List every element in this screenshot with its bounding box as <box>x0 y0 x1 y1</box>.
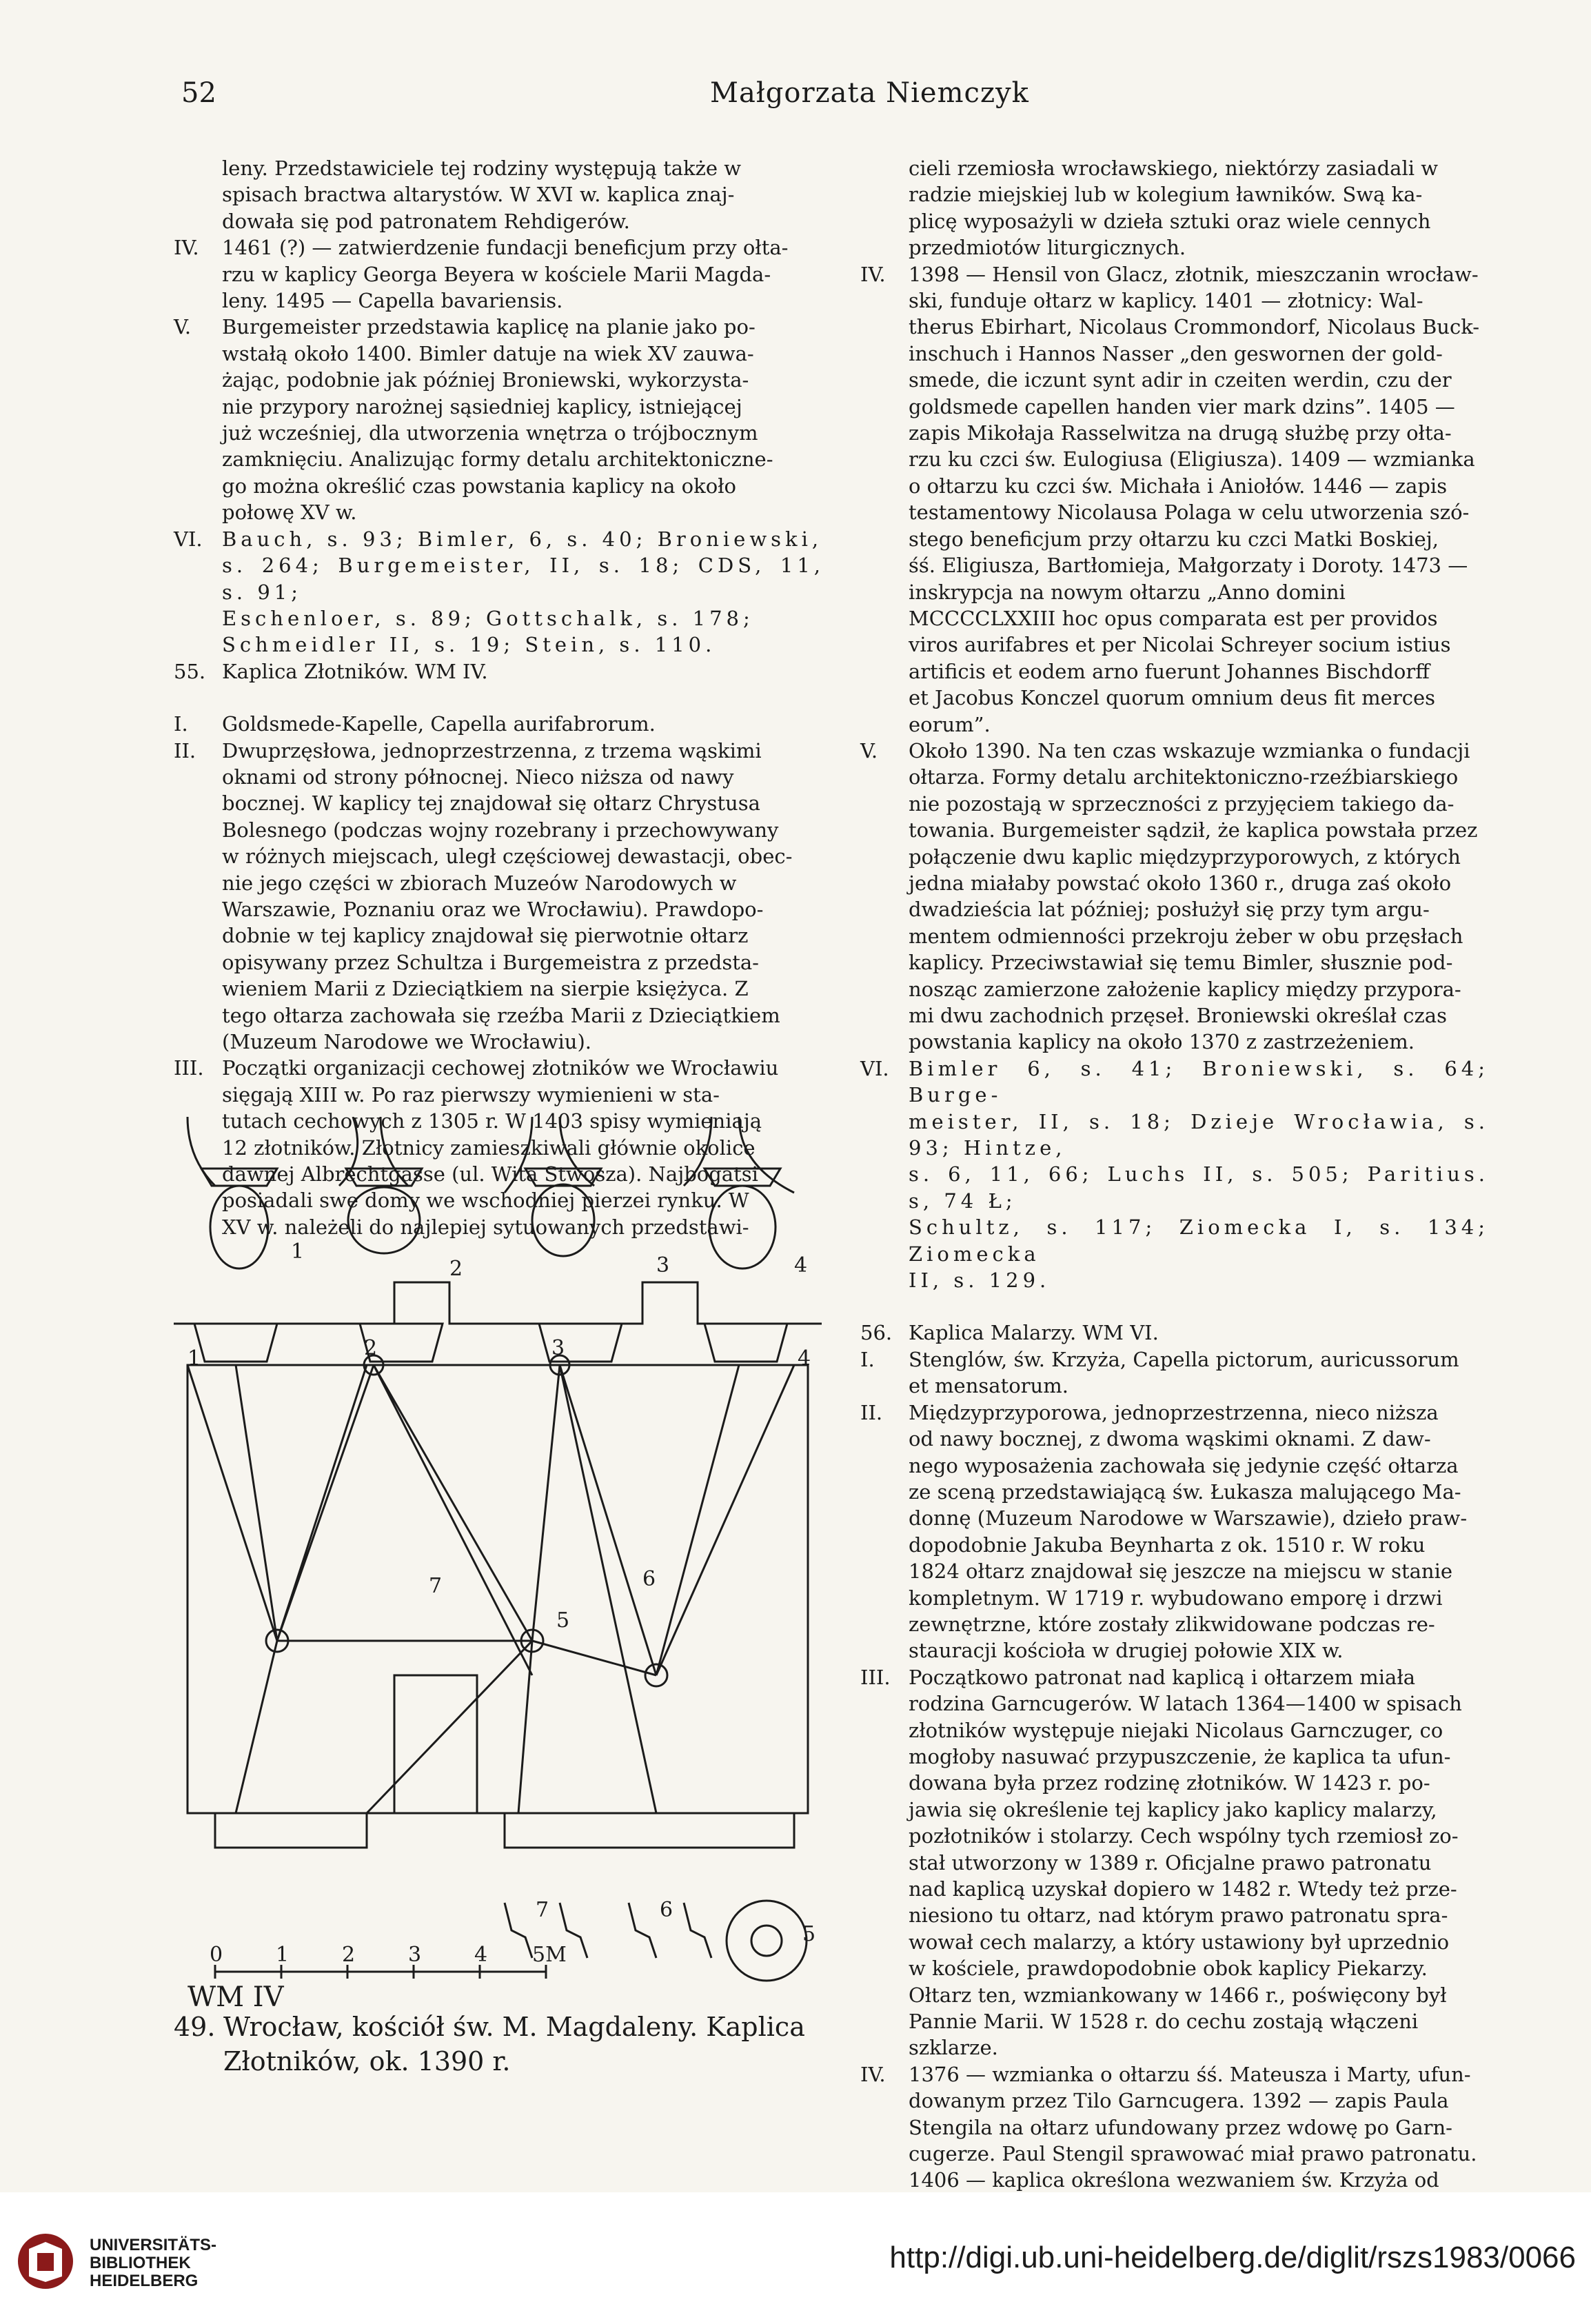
left-column <box>174 155 824 1240</box>
entry-number: IV. <box>860 262 886 286</box>
wall-profile <box>174 1282 822 1324</box>
footer-bar <box>0 2192 1591 2324</box>
entry-line: s. 6, 11, 66; Luchs II, s. 505; Paritius. s, 74 Ł; <box>909 1162 1489 1213</box>
caption-line-1: Wrocław, kościół św. M. Magdaleny. Kaplica <box>223 2012 805 2042</box>
entry-line: Stenglów, św. Krzyża, Capella pictorum, auricussorum <box>909 1347 1459 1371</box>
entry-text <box>222 711 824 737</box>
scale-5m: 5M <box>532 1943 567 1967</box>
entry-line: smede, die iczunt synt adir in czeiten werdin, czu der <box>909 368 1452 392</box>
entry-line: testamentowy Nicolausa Polaga w celu utworzenia szó- <box>909 501 1470 525</box>
entry-line: w kościele, prawdopodobnie obok kaplicy Piekarzy. <box>909 1957 1428 1981</box>
entry-line: od nawy bocznej, z dwoma wąskimi oknami. Z daw- <box>909 1427 1431 1451</box>
scale-0: 0 <box>210 1943 223 1967</box>
vault-ribs-plan <box>188 1365 794 1813</box>
entry-line: o ołtarzu ku czci św. Michała i Aniołów. 1446 — zapis <box>909 474 1448 498</box>
entry-line: stego beneficjum przy ołtarzu ku czci Matki Boskiej, <box>909 527 1439 551</box>
entry-number: IV. <box>860 2062 886 2086</box>
label-1: 1 <box>291 1240 305 1264</box>
entry-line: donnę (Muzeum Narodowe w Warszawie), dzieło praw- <box>909 1506 1468 1530</box>
entry-line: połączenie dwu kaplic międzyprzyporowych, z których <box>909 845 1461 869</box>
entry-line: 1406 — kaplica określona wezwaniem św. Krzyża od <box>909 2168 1439 2192</box>
figure-caption <box>174 2010 918 2079</box>
entry-line: Bolesnego (podczas wojny rozebrany i przechowywany <box>222 818 779 842</box>
library-line-2: BIBLIOTHEK <box>90 2254 191 2272</box>
entry-line: dowana była przez rodzinę złotników. W 1423 r. po- <box>909 1771 1430 1795</box>
entry-text <box>909 1055 1489 1294</box>
entry-line: wieniem Marii z Dzieciątkiem na sierpie księżyca. Z <box>222 977 749 1001</box>
entry-line: Burgemeister przedstawia kaplicę na planie jako po- <box>222 315 756 339</box>
entry-text <box>909 1664 1489 2061</box>
entry-number: II. <box>174 738 196 762</box>
label-3: 3 <box>656 1253 670 1277</box>
entry-line: zapis Mikołaja Rasselwitza na drugą służbę przy ołta- <box>909 421 1452 445</box>
entry-line: 12 złotników. Złotnicy zamieszkiwali głównie okolice <box>222 1135 756 1160</box>
profile-label-6: 6 <box>660 1898 673 1922</box>
corbel-2 <box>346 1169 422 1186</box>
entry-line: go można określić czas powstania kaplicy na około <box>222 474 737 498</box>
caption-number: 49. <box>174 2012 216 2042</box>
entry-line: leny. 1495 — Capella bavariensis. <box>222 289 563 313</box>
altar-block <box>394 1675 477 1813</box>
plan-label: WM IV <box>188 1981 284 2013</box>
caption-line-2: Złotników, ok. 1390 r. <box>223 2046 511 2077</box>
entry-line: ołtarza. Formy detalu architektoniczno-rzeźbiarskiego <box>909 765 1459 789</box>
profile-label-7: 7 <box>536 1898 549 1922</box>
text-line: cieli rzemiosła wrocławskiego, niektórzy zasiadali w <box>909 156 1439 180</box>
text-line: dowała się pod patronatem Rehdigerów. <box>222 209 630 233</box>
entry-line: Początki organizacji cechowej złotników we Wrocławiu <box>222 1056 779 1080</box>
right-column <box>860 155 1489 2192</box>
entry-line: XV w. należeli do najlepiej sytuowanych przedstawi- <box>222 1215 749 1239</box>
entry-line: już wcześniej, dla utworzenia wnętrza o trójbocznym <box>222 421 758 445</box>
entry-line: goldsmede capellen handen vier mark dzins”. 1405 — <box>909 394 1455 418</box>
entry-line: 1398 — Hensil von Glacz, złotnik, mieszczanin wrocław- <box>909 262 1479 286</box>
entry-line: Schultz, s. 117; Ziomecka I, s. 134; Ziomecka <box>909 1215 1489 1266</box>
entry-text <box>222 738 824 1055</box>
text-line: radzie miejskiej lub w kolegium ławników. Swą ka- <box>909 183 1423 207</box>
label-4b: 4 <box>798 1346 811 1371</box>
entry-line: 1461 (?) — zatwierdzenie fundacji beneficjum przy ołta- <box>222 236 789 260</box>
entry-line: mentem odmienności przekroju żeber w obu przęsłach <box>909 924 1463 948</box>
entry-line: wstałą około 1400. Bimler datuje na wiek XV zauwa- <box>222 341 754 365</box>
entry-line: wował cech malarzy, a który ustawiony był uprzednio <box>909 1930 1450 1954</box>
entry-text <box>909 738 1489 1055</box>
entry-line: tego ołtarza zachowała się rzeźba Marii z Dzieciątkiem <box>222 1003 780 1027</box>
entry-line: rzu w kaplicy Georga Beyera w kościele Marii Magda- <box>222 262 771 286</box>
entry-line: nie przypory narożnej sąsiedniej kaplicy, istniejącej <box>222 394 742 418</box>
entry-text <box>909 1346 1489 1400</box>
entry-line: kaplicy. Przeciwstawiał się temu Bimler, słusznie pod- <box>909 951 1453 975</box>
text-line: przedmiotów liturgicznych. <box>909 236 1186 260</box>
entry-line: opisywany przez Schultza i Burgemeistra z przedsta- <box>222 950 759 974</box>
scale-1: 1 <box>276 1943 290 1967</box>
label-3b: 3 <box>551 1336 565 1360</box>
head-1 <box>210 1186 268 1269</box>
entry-line: stauracji kościoła w drugiej połowie XIX w. <box>909 1639 1344 1663</box>
label-2: 2 <box>449 1257 463 1281</box>
entry-line: II, s. 129. <box>909 1269 1051 1293</box>
entry-line: nad kaplicą uzyskał dopiero w 1482 r. Wtedy też prze- <box>909 1877 1457 1901</box>
entry-line: połowę XV w. <box>222 501 357 525</box>
entry-line: (Muzeum Narodowe we Wrocławiu). <box>222 1030 592 1053</box>
entry-line: dawnej Albrechtgasse (ul. Wita Stwosza). Najbogatsi <box>222 1162 758 1186</box>
entry-text <box>909 1400 1489 1664</box>
entry-line: kompletnym. W 1719 r. wybudowano emporę i drzwi <box>909 1586 1443 1610</box>
head-3 <box>532 1184 594 1256</box>
entry-line: jedna miałaby powstać około 1360 r., druga zaś około <box>909 871 1452 895</box>
entry-line: therus Ebirhart, Nicolaus Crommondorf, Nicolaus Buck- <box>909 315 1480 339</box>
numbered-entry <box>860 1400 1489 1664</box>
entry-line: Stengila na ołtarz ufundowany przez wdowę po Garn- <box>909 2115 1452 2139</box>
intro-paragraph <box>174 155 824 234</box>
entry-number: III. <box>174 1056 204 1080</box>
entry-line: złotników występuje niejaki Nicolaus Garnczuger, co <box>909 1718 1443 1742</box>
entry-line: 1376 — wzmianka o ołtarzu śś. Mateusza i Marty, ufun- <box>909 2062 1471 2086</box>
rosette-label-5: 5 <box>802 1922 816 1946</box>
entry-line: Eschenloer, s. 89; Gottschalk, s. 178; <box>222 606 754 630</box>
entry-line: cugerze. Paul Stengil sprawować miał prawo patronatu. <box>909 2142 1477 2166</box>
page-number: 52 <box>181 77 216 109</box>
library-line-3: HEIDELBERG <box>90 2272 199 2290</box>
pier-1 <box>194 1324 277 1362</box>
label-5: 5 <box>556 1608 570 1633</box>
entry-number: I. <box>860 1347 875 1371</box>
entry-line: 1824 ołtarz znajdował się jeszcze na miejscu w stanie <box>909 1559 1453 1584</box>
entry-number: II. <box>860 1400 883 1424</box>
entry-line: powstania kaplicy na około 1370 z zastrzeżeniem. <box>909 1030 1415 1054</box>
entry-line: eorum”. <box>909 712 991 736</box>
entry-line: sięgają XIII w. Po raz pierwszy wymienieni w sta- <box>222 1082 720 1107</box>
entry-line: bocznej. W kaplicy tej znajdował się ołtarz Chrystusa <box>222 791 760 816</box>
entry-line: ski, funduje ołtarz w kaplicy. 1401 — złotnicy: Wal- <box>909 289 1423 313</box>
entry-line: viros aurifabres et per Nicolai Schreyer socium istius <box>909 633 1451 657</box>
label-1b: 1 <box>188 1346 201 1371</box>
entry-line: Bimler 6, s. 41; Broniewski, s. 64; Burge- <box>909 1056 1489 1107</box>
label-6: 6 <box>642 1567 656 1591</box>
entry-number: VI. <box>860 1056 889 1080</box>
numbered-entry <box>860 1055 1489 1294</box>
numbered-entry <box>174 314 824 525</box>
entry-line: oknami od strony północnej. Nieco niższa od nawy <box>222 765 734 789</box>
library-logo-icon <box>12 2228 79 2294</box>
numbered-entry <box>860 738 1489 1055</box>
plan-base <box>215 1813 794 1848</box>
entry-number: III. <box>860 1665 891 1689</box>
entry-number: 55. <box>174 659 206 683</box>
entry-line: nego wyposażenia zachowała się jedynie część ołtarza <box>909 1453 1459 1477</box>
scale-4: 4 <box>474 1943 488 1967</box>
entry-line: Międzyprzyporowa, jednoprzestrzenna, nieco niższa <box>909 1400 1439 1424</box>
plan-outline <box>188 1365 808 1813</box>
entry-number: I. <box>174 712 188 736</box>
entry-line: dowanym przez Tilo Garncugera. 1392 — zapis Paula <box>909 2089 1449 2113</box>
entry-line: inskrypcja na nowym ołtarzu „Anno domini <box>909 580 1346 604</box>
numbered-entry <box>860 2061 1489 2192</box>
entry-text <box>909 1320 1489 1346</box>
entry-line: mi dwu zachodnich przęseł. Broniewski określał czas <box>909 1004 1447 1027</box>
entry-line: zewnętrzne, które zostały zlikwidowane podczas re- <box>909 1612 1435 1636</box>
entry-line: jawia się określenie tej kaplicy jako kaplicy malarzy, <box>909 1797 1437 1821</box>
numbered-entry <box>860 1346 1489 1400</box>
entry-line: s. 264; Burgemeister, II, s. 18; CDS, 11, s. 91; <box>222 554 824 604</box>
entry-line: inschuch i Hannos Nasser „den geswornen der gold- <box>909 341 1443 365</box>
entry-line: Około 1390. Na ten czas wskazuje wzmianka o fundacji <box>909 738 1470 762</box>
entry-line: w różnych miejscach, uległ częściowej dewastacji, obec- <box>222 845 793 869</box>
entry-line: rodzina Garncugerów. W latach 1364—1400 w spisach <box>909 1692 1462 1716</box>
chapel-plan-figure <box>174 1117 822 2013</box>
entry-number: V. <box>860 738 878 762</box>
numbered-entry <box>860 1664 1489 2061</box>
entry-line: artificis et eodem arno fuerunt Johannes Bischdorff <box>909 659 1430 683</box>
entry-line: meister, II, s. 18; Dzieje Wrocławia, s. 93; Hintze, <box>909 1109 1489 1160</box>
running-head-author: Małgorzata Niemczyk <box>710 77 1029 109</box>
label-7: 7 <box>429 1574 443 1598</box>
numbered-entry <box>174 658 824 685</box>
head-2 <box>348 1187 420 1253</box>
right-intro-paragraph <box>860 155 1489 261</box>
entry-line: Warszawie, Poznaniu oraz we Wrocławiu). Prawdopo- <box>222 897 764 921</box>
entry-text <box>909 261 1489 738</box>
entry-text <box>222 526 824 658</box>
entry-line: rzu ku czci św. Eulogiusa (Eligiusza). 1409 — wzmianka <box>909 447 1475 472</box>
entry-number: VI. <box>174 527 203 551</box>
vault-ribs-top <box>188 1117 794 1193</box>
library-line-1: UNIVERSITÄTS- <box>90 2236 217 2254</box>
entry-line: towania. Burgemeister sądził, że kaplica powstała przez <box>909 818 1478 842</box>
entry-text <box>222 234 824 314</box>
entry-number: IV. <box>174 236 199 260</box>
entry-line: zamknięciu. Analizując formy detalu architektoniczne- <box>222 447 773 472</box>
entry-line: pozłotników i stolarzy. Cech wspólny tych rzemiosł zo- <box>909 1824 1459 1848</box>
entry-number: V. <box>174 315 192 339</box>
scale-2: 2 <box>342 1943 356 1967</box>
entry-line: śś. Eligiusza, Bartłomieja, Małgorzaty i Doroty. 1473 — <box>909 554 1468 578</box>
entry-line: szklarze. <box>909 2036 998 2060</box>
entry-line: Bauch, s. 93; Bimler, 6, s. 40; Broniewski, <box>222 527 823 551</box>
rosette-center <box>751 1926 782 1956</box>
pier-4 <box>705 1324 787 1362</box>
entry-line: mogłoby nasuwać przypuszczenie, że kaplica ta ufun- <box>909 1744 1451 1768</box>
numbered-entry <box>174 711 824 737</box>
entry-line: nosząc zamierzone założenie kaplicy między przypora- <box>909 977 1461 1001</box>
entry-line: niesiono tu ołtarz, nad którym prawo patronatu spra- <box>909 1903 1448 1928</box>
entry-line: MCCCCLXXIII hoc opus comparata est per providos <box>909 606 1438 630</box>
numbered-entry <box>860 1320 1489 1346</box>
entry-number: 56. <box>860 1321 893 1345</box>
entry-line: Dwuprzęsłowa, jednoprzestrzenna, z trzema wąskimi <box>222 738 762 762</box>
entry-text <box>222 658 824 685</box>
entry-line: et mensatorum. <box>909 1374 1068 1398</box>
entry-line: Schmeidler II, s. 19; Stein, s. 110. <box>222 633 716 657</box>
entry-line: stał utworzony w 1389 r. Oficjalne prawo patronatu <box>909 1850 1432 1875</box>
entry-line: dwadzieścia lat później; posłużył się przy tym argu- <box>909 898 1430 922</box>
label-4: 4 <box>794 1253 808 1277</box>
entry-line: et Jacobus Konczel quorum omnium deus fit merces <box>909 686 1435 710</box>
entry-line: Pannie Marii. W 1528 r. do cechu zostają włączeni <box>909 2010 1419 2034</box>
text-line: spisach bractwa altarystów. W XVI w. kaplica znaj- <box>222 183 735 207</box>
entry-line: Ołtarz ten, wzmiankowany w 1466 r., poświęcony był <box>909 1983 1447 2007</box>
text-line: leny. Przedstawiciele tej rodziny występują także w <box>222 156 742 180</box>
text-line: plicę wyposażyli w dzieła sztuki oraz wiele cennych <box>909 209 1431 233</box>
entry-line: nie jego części w zbiorach Muzeów Narodowych w <box>222 871 737 895</box>
numbered-entry <box>174 234 824 314</box>
numbered-entry <box>174 738 824 1055</box>
entry-line: żając, podobnie jak później Broniewski, wykorzysta- <box>222 368 749 392</box>
entry-text <box>909 2061 1489 2192</box>
entry-text <box>222 314 824 525</box>
entry-line: ze sceną przedstawiającą św. Łukasza malującego Ma- <box>909 1479 1461 1504</box>
entry-line: tutach cechowych z 1305 r. W 1403 spisy wymieniają <box>222 1109 762 1133</box>
entry-line: Kaplica Malarzy. WM VI. <box>909 1321 1159 1345</box>
library-name <box>90 2236 216 2290</box>
running-head <box>0 77 1591 119</box>
label-2b: 2 <box>364 1336 378 1360</box>
rosette-boss <box>727 1901 807 1981</box>
numbered-entry <box>174 526 824 658</box>
scale-3: 3 <box>408 1943 422 1967</box>
source-url-link[interactable]: http://digi.ub.uni-heidelberg.de/diglit/rszs1983/0066 <box>889 2241 1576 2274</box>
entry-line: dopodobnie Jakuba Beynharta z ok. 1510 r. W roku <box>909 1533 1426 1557</box>
entry-line: Początkowo patronat nad kaplicą i ołtarzem miała <box>909 1665 1416 1689</box>
head-4 <box>709 1186 776 1269</box>
entry-line: nie pozostają w sprzeczności z przyjęciem takiego da- <box>909 791 1455 816</box>
entry-line: posiadali swe domy we wschodniej pierzei rynku. W <box>222 1189 749 1213</box>
entry-line: Kaplica Złotników. WM IV. <box>222 659 488 683</box>
entry-line: Goldsmede-Kapelle, Capella aurifabrorum. <box>222 712 656 736</box>
numbered-entry <box>860 261 1489 738</box>
entry-line: dobnie w tej kaplicy znajdował się pierwotnie ołtarz <box>222 924 749 948</box>
scale-bar <box>215 1965 546 1979</box>
